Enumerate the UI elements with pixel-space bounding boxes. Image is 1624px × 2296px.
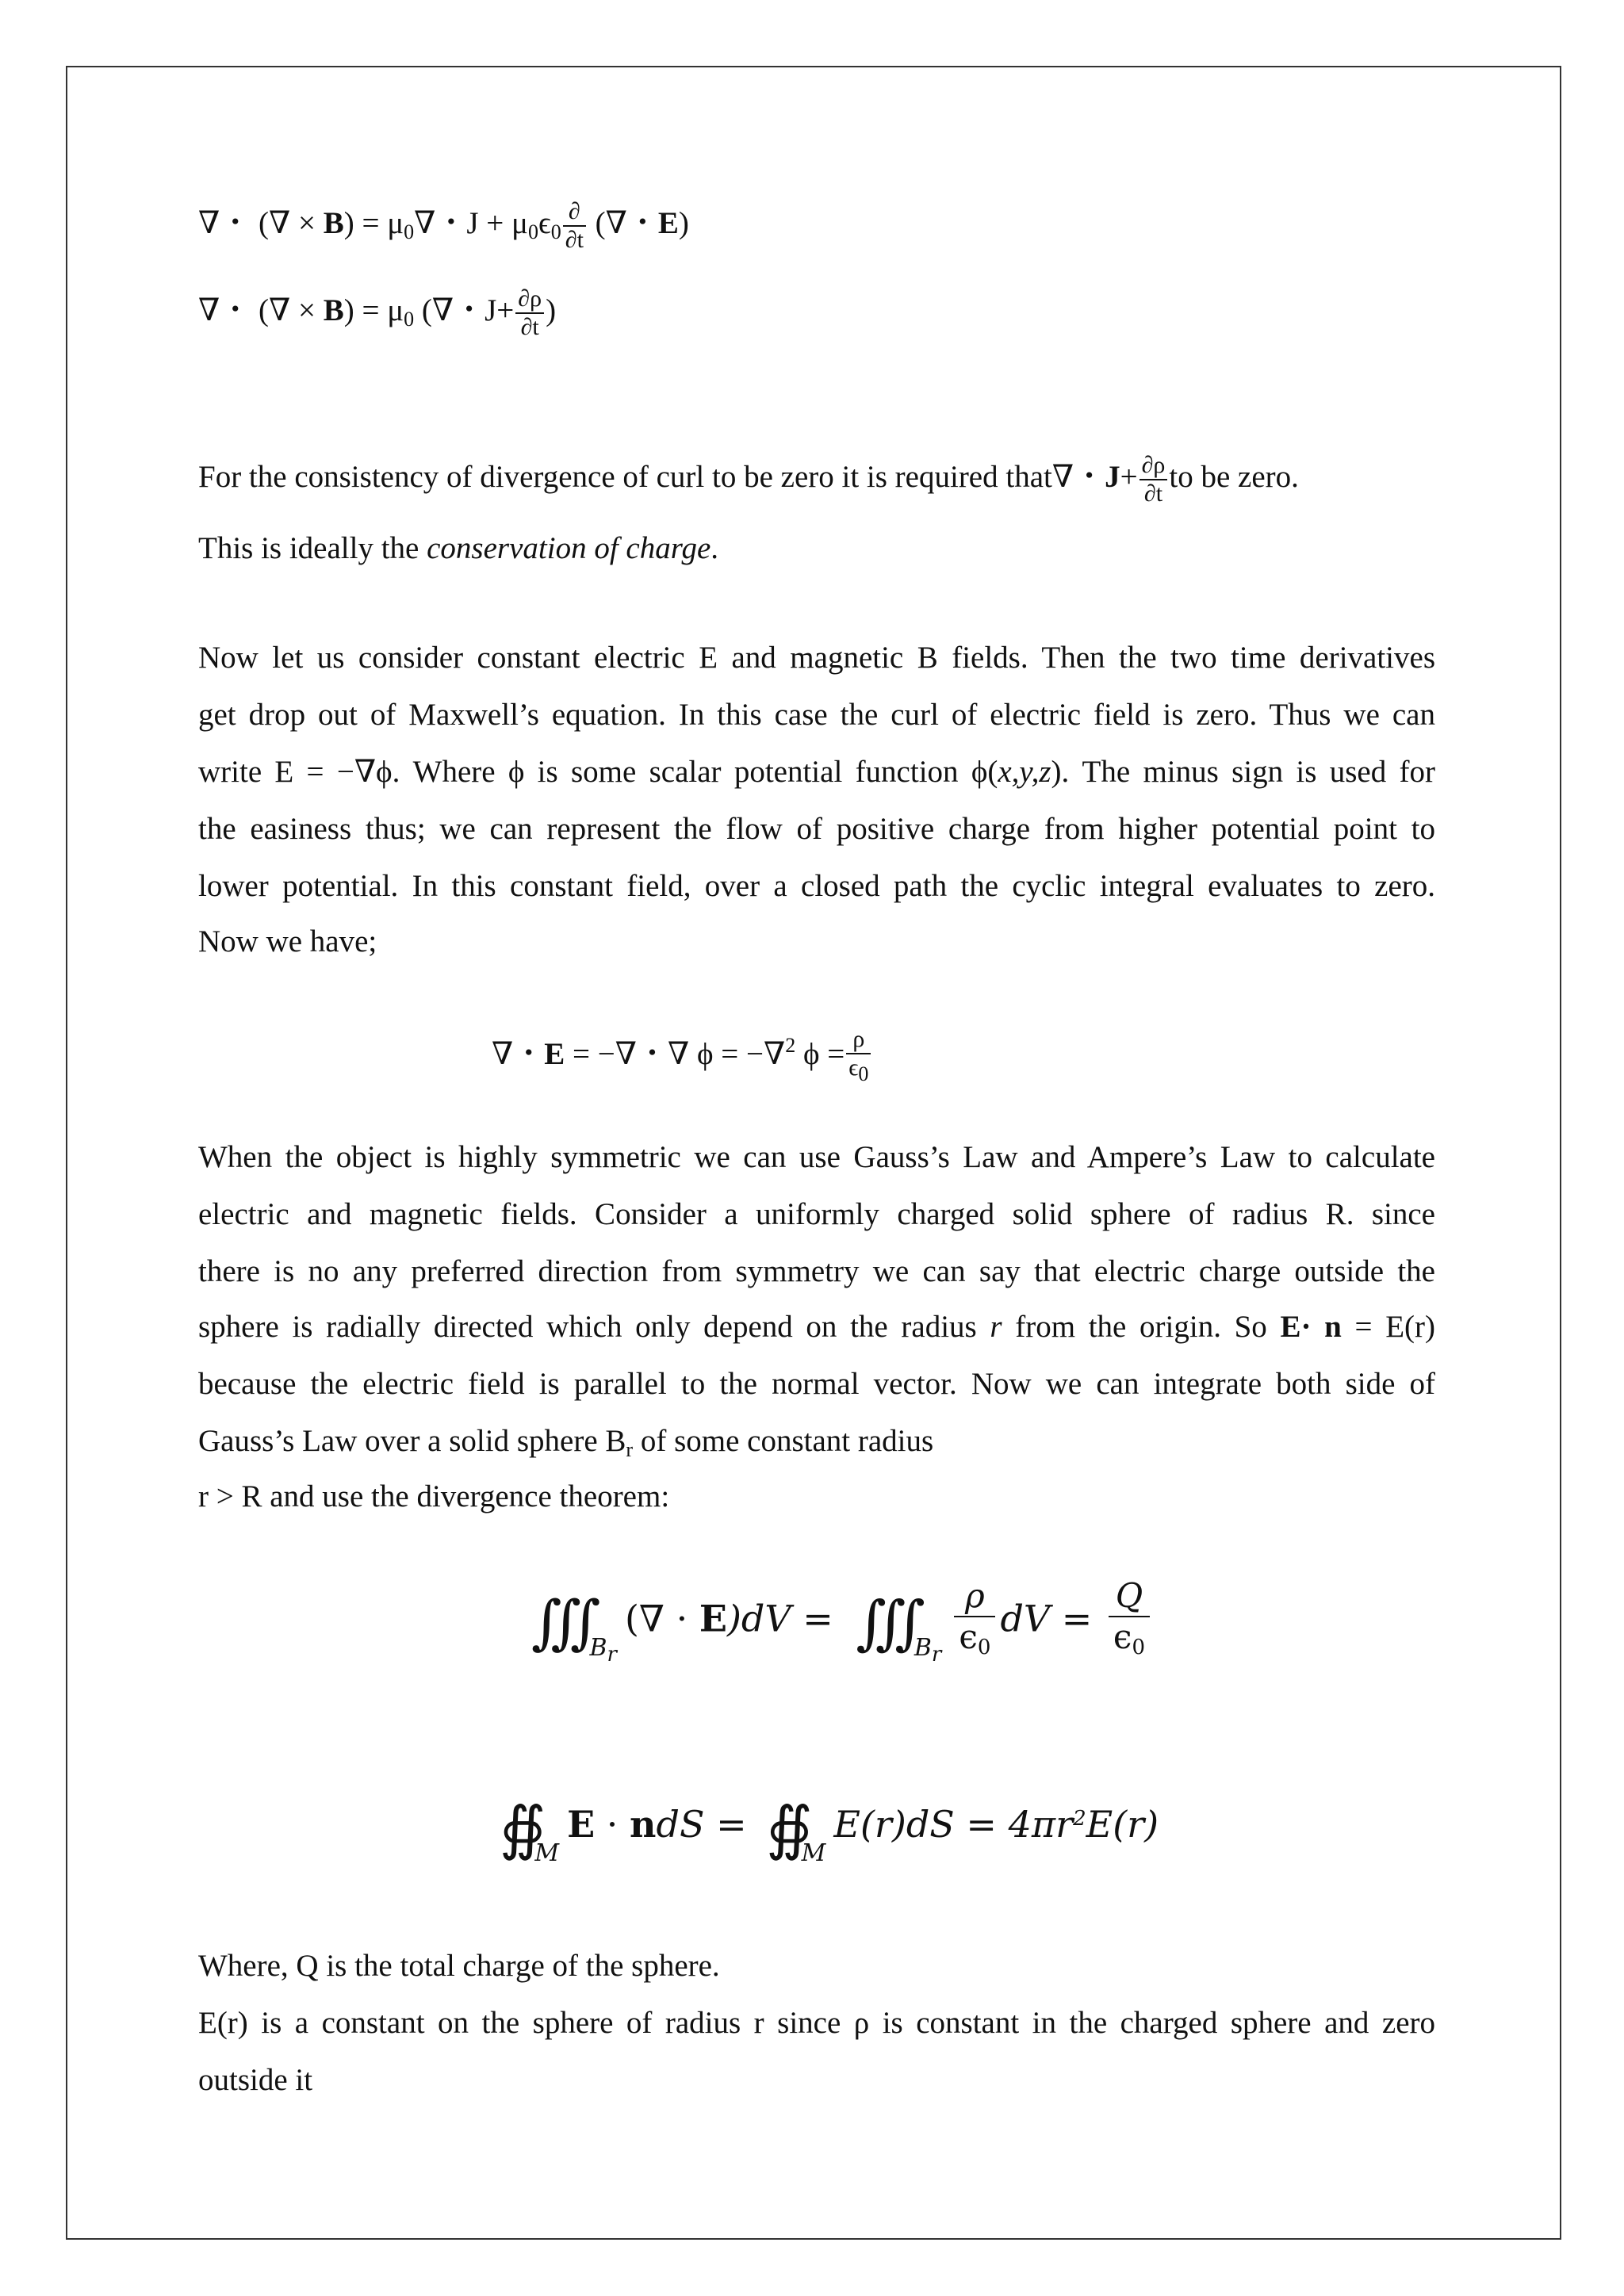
eq1-sub: 0 — [550, 220, 561, 243]
triple-integral-symbol: ∭ — [531, 1588, 590, 1657]
eq1-left: ∇・ (∇ × — [198, 205, 324, 240]
eq1-tail: (∇・ — [587, 205, 658, 240]
equation-divergence-curl-b-1 — [198, 198, 689, 254]
paragraph-line: there is no any preferred direction from symmetry we can say that electric charge outside the — [198, 1254, 1435, 1288]
eq1-fraction: $\frac{\partial}{\partial t}$ — [563, 198, 586, 254]
paragraph-line: get drop out of Maxwell’s equation. In this case the curl of electric field is zero. Thus we can — [198, 698, 1435, 732]
paragraph-line: lower potential. In this constant field, over a closed path the cyclic integral evaluates to zero. — [198, 869, 1435, 903]
eq1-epsilon: ϵ — [538, 205, 551, 240]
paragraph-line: Gauss’s Law over a solid sphere $B_r$ of some constant radius — [198, 1424, 934, 1461]
paragraph-line: Now let us consider constant electric E and magnetic B fields. Then the two time derivatives — [198, 641, 1435, 675]
conservation-line: This is ideally the conservation of charge. — [198, 531, 719, 565]
paragraph-line: because the electric field is parallel to the normal vector. Now we can integrate both side of — [198, 1367, 1435, 1401]
equation-divergence-curl-b-2 — [198, 285, 556, 341]
consistency-line: For the consistency of divergence of curl to be zero it is required that∇・J+ $\frac{\partial\rho}{\partial t}$ to be zero. — [198, 452, 1299, 507]
paragraph-line: the easiness thus; we can represent the flow of positive charge from higher potential point to — [198, 812, 1435, 846]
eq2-rest: (∇・J+ — [414, 293, 515, 327]
eq1-mid: ) = μ — [343, 205, 404, 240]
conservation-of-charge-term: conservation of charge — [427, 531, 711, 565]
surface-integral-symbol: ∯ — [766, 1794, 802, 1862]
equation-surface-integral: $∯_ME$ · ndS = $∯_ME(r)dS = 4\pi r^2E(r)$ — [500, 1794, 1159, 1867]
eq2-close: ) — [546, 293, 557, 327]
paragraph-line: Where, Q is the total charge of the sphere. — [198, 1949, 720, 1983]
triple-integral-symbol: ∭ — [856, 1588, 914, 1657]
eq2-mid: ) = μ — [343, 293, 404, 327]
paragraph-line: r > R and use the divergence theorem: — [198, 1479, 670, 1513]
equation-laplacian-potential: ∇・E = −∇・∇ ϕ = −∇$^2$ ϕ = $\frac{\rho}{\epsilon 0}$ — [492, 1026, 872, 1088]
paragraph-line: Now we have; — [198, 924, 377, 959]
eq2-bold-b: B — [323, 293, 344, 327]
eq1-bold-e: E — [657, 205, 679, 240]
surface-integral-symbol: ∯ — [500, 1794, 535, 1862]
eq4-fraction-rho: $\frac{\rho}{\epsilon_0}$ — [954, 1576, 995, 1667]
paragraph-line: write E = −∇ϕ. Where ϕ is some scalar potential function ϕ(x,y,z). The minus sign is used for — [198, 755, 1435, 789]
eq3-fraction: $\frac{\rho}{\epsilon 0}$ — [846, 1026, 871, 1088]
consistency-fraction: $\frac{\partial\rho}{\partial t}$ — [1139, 452, 1168, 507]
eq2-left: ∇・ (∇ × — [198, 293, 324, 327]
eq4-fraction-q: $\frac{Q}{\epsilon_0}$ — [1109, 1576, 1150, 1667]
eq1-sub: 0 — [404, 220, 415, 243]
eq2-fraction: $\frac{\partial\rho}{\partial t}$ — [515, 285, 544, 341]
equation-triple-integral: $∭_{Br}(\nabla \cdot E)dV$ = $∭_{Br}$ $\frac{\rho}{\epsilon_0}$ dV = $\frac{Q}{\epsilon_0}$ — [531, 1576, 1155, 1678]
paragraph-line: outside it — [198, 2063, 313, 2097]
eq1-bold-b: B — [323, 205, 344, 240]
eq1-sub: 0 — [527, 220, 538, 243]
eq1-rest: ∇・J + μ — [414, 205, 528, 240]
paragraph-line: E(r) is a constant on the sphere of radius r since ρ is constant in the charged sphere and zero — [198, 2006, 1435, 2040]
paragraph-line: electric and magnetic fields. Consider a uniformly charged solid sphere of radius R. since — [198, 1197, 1435, 1231]
paragraph-line: When the object is highly symmetric we can use Gauss’s Law and Ampere’s Law to calculate — [198, 1140, 1435, 1174]
paragraph-line: sphere is radially directed which only depend on the radius r from the origin. So E· n = E(r) — [198, 1310, 1435, 1344]
eq1-tail-close: ) — [678, 205, 689, 240]
eq2-sub: 0 — [404, 307, 415, 331]
